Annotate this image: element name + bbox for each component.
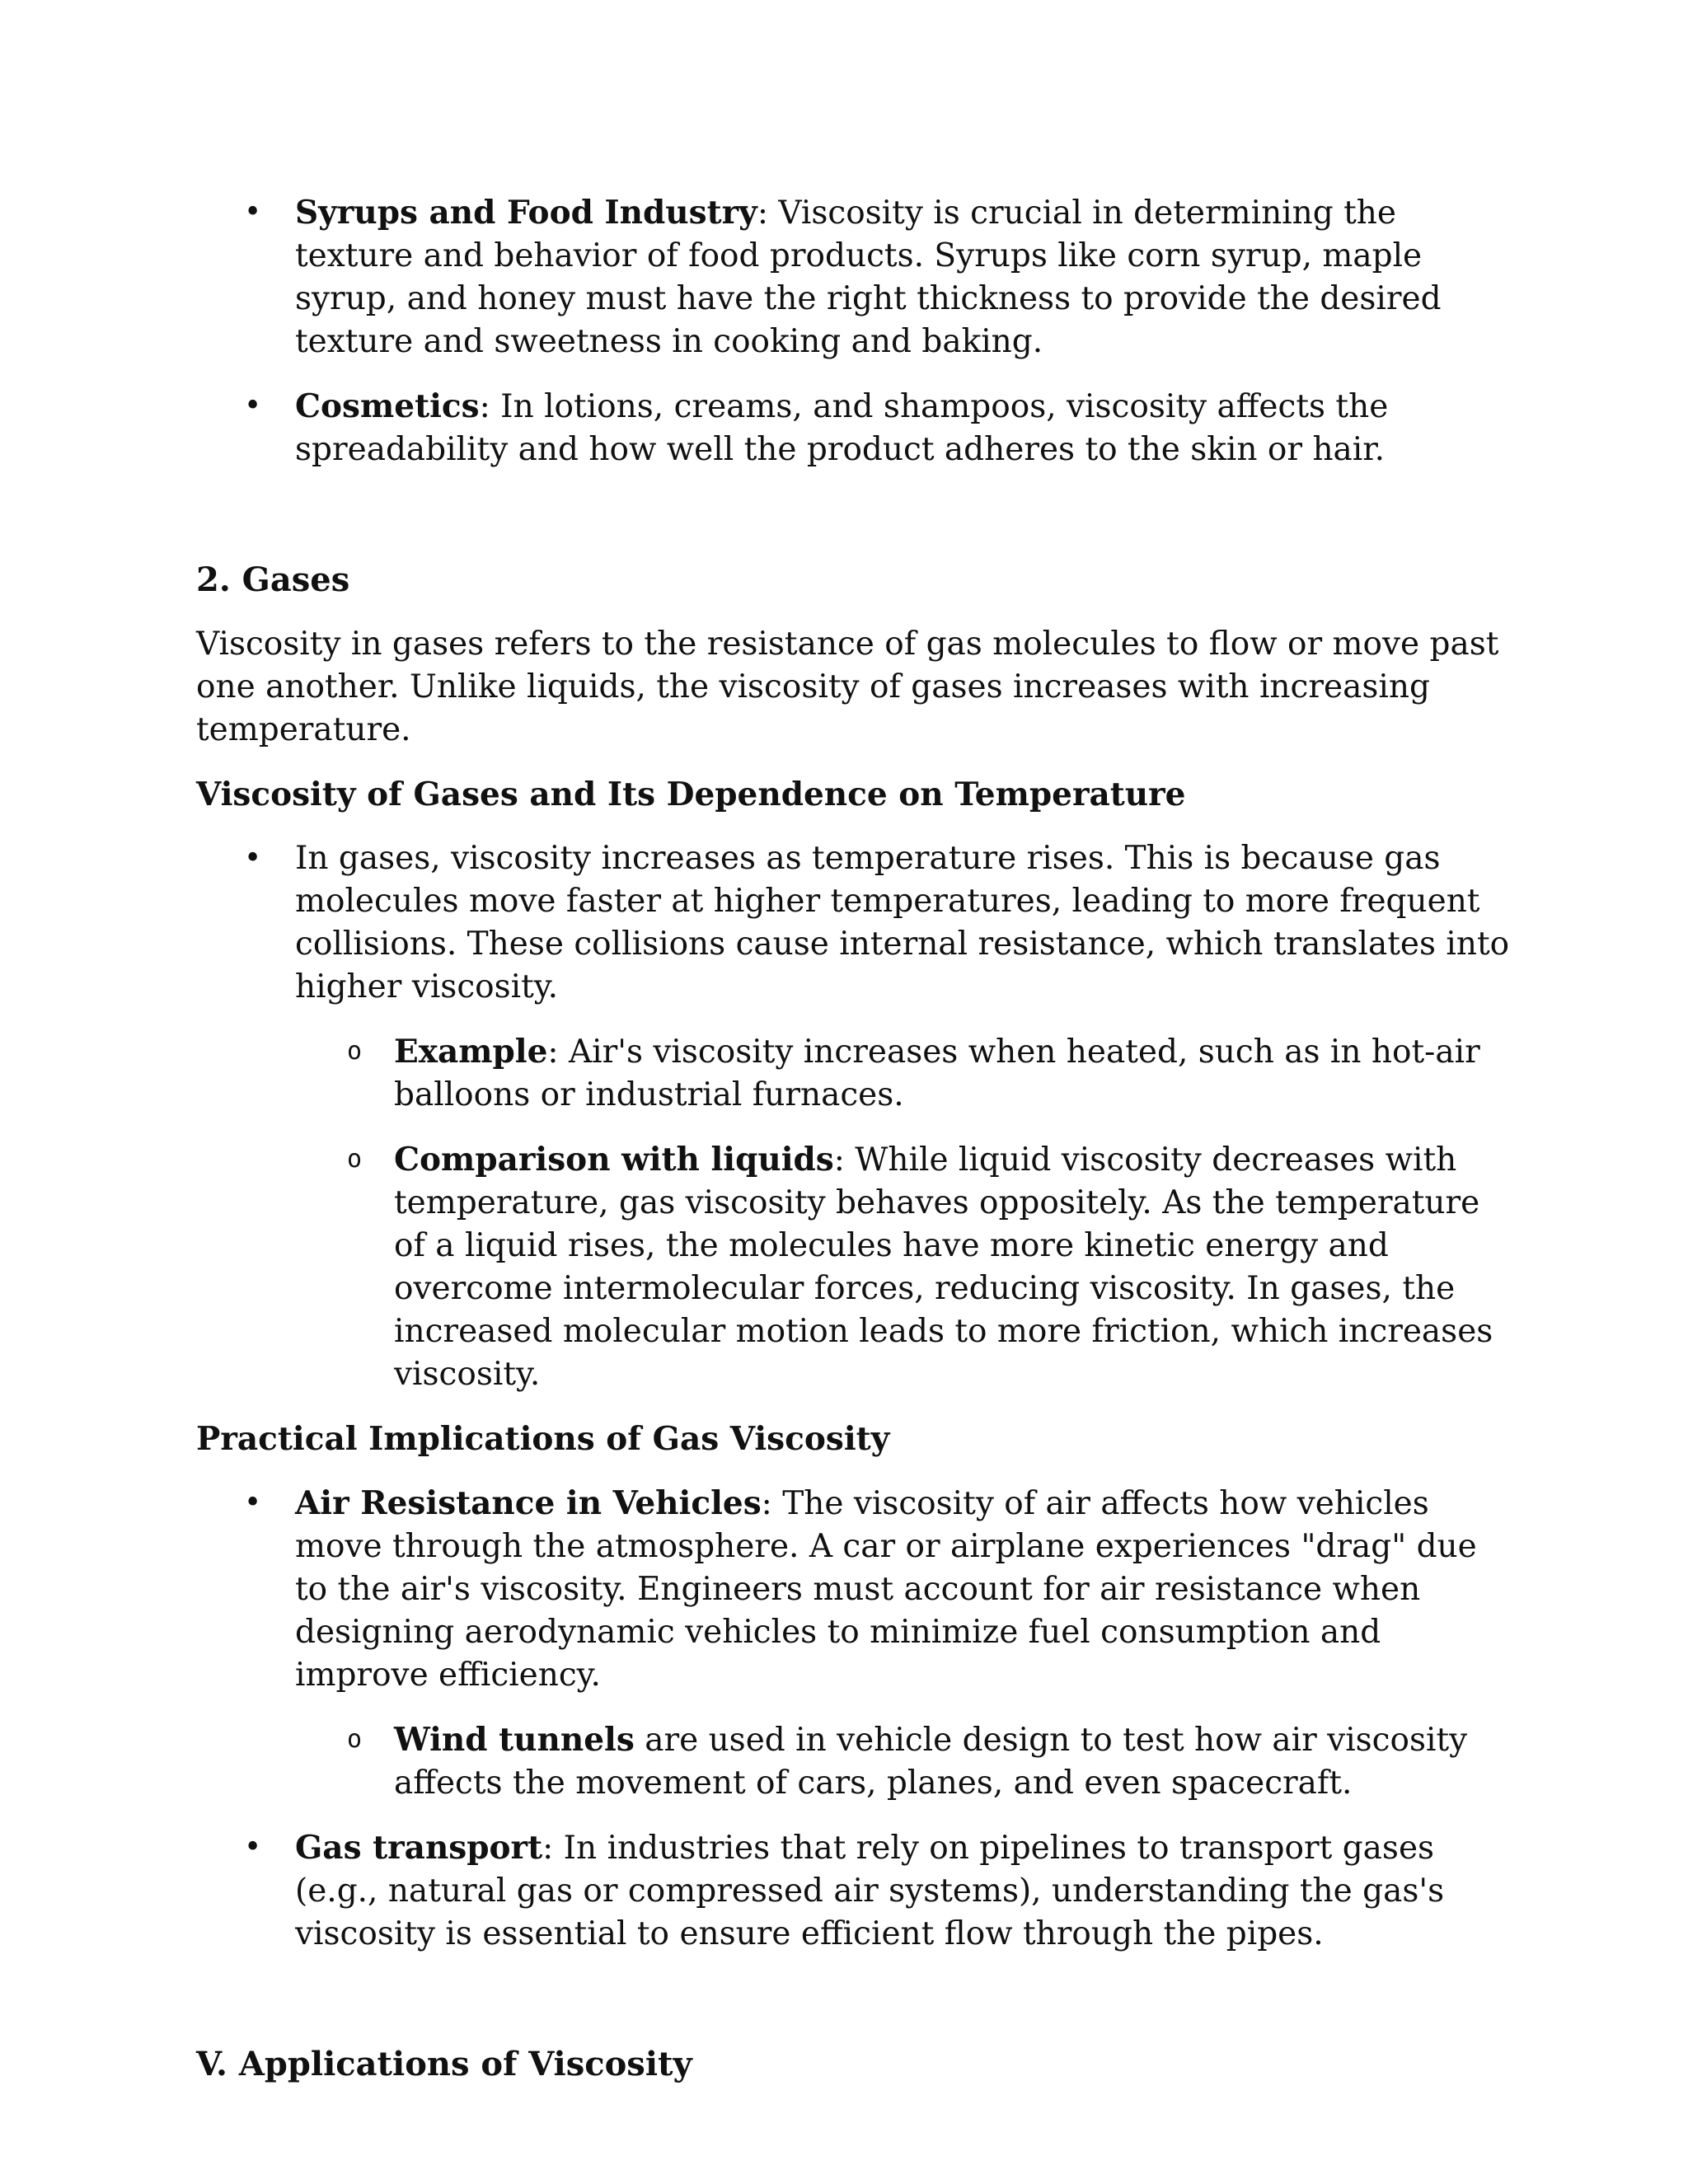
temperature-bullet-list (196, 837, 1515, 1396)
practical-bullet-list (196, 1482, 1515, 1956)
list-item-syrups (196, 191, 1515, 363)
text-wind-tunnels: are used in vehicle design to test how air viscosity affects the movement of cars, planes, and even spacecraft. (394, 1722, 1468, 1802)
sub-bullet-marker: o (347, 1145, 363, 1174)
intro-bullet-list (196, 191, 1515, 471)
list-item-air-resistance (196, 1482, 1515, 1805)
text-temperature: In gases, viscosity increases as temperature rises. This is because gas molecules move faster at higher temperatures, leading to more frequent collisions. These collisions cause internal resistance, which translates into higher viscosity. (295, 840, 1510, 1005)
bullet-marker: • (244, 389, 262, 423)
term-cosmetics: Cosmetics (295, 387, 480, 425)
subheading-practical: Practical Implications of Gas Viscosity (196, 1420, 890, 1458)
term-syrups: Syrups and Food Industry (295, 194, 757, 232)
gases-intro-paragraph: Viscosity in gases refers to the resistance of gas molecules to flow or move past one another. Unlike liquids, the viscosity of gases increases with increasing temperature. (196, 626, 1499, 748)
bullet-marker: • (244, 841, 262, 875)
list-item-temperature (196, 837, 1515, 1396)
sub-bullet-marker: o (347, 1037, 363, 1066)
text-air-resistance: : The viscosity of air affects how vehicles move through the atmosphere. A car or airplane experiences "drag" due to the air's viscosity. Engineers must account for air resistance when designing aerodynamic vehicles to minimize fuel consumption and improve efficiency. (295, 1485, 1477, 1694)
section-heading-gases: 2. Gases (196, 560, 350, 599)
text-cosmetics: : In lotions, creams, and shampoos, viscosity affects the spreadability and how well the product adheres to the skin or hair. (295, 388, 1389, 468)
text-syrups: : Viscosity is crucial in determining the texture and behavior of food products. Syrups like corn syrup, maple syrup, and honey must have the right thickness to provide the desired texture and sweetness in cooking and baking. (295, 194, 1442, 360)
section-heading-applications: V. Applications of Viscosity (196, 2045, 692, 2083)
sub-item-comparison (196, 1138, 1515, 1396)
list-item-gas-transport (196, 1826, 1515, 1956)
text-comparison: : While liquid viscosity decreases with temperature, gas viscosity behaves oppositely. As the temperature of a liquid rises, the molecules have more kinetic energy and overcome intermolecular forces, reducing viscosity. In gases, the increased molecular motion leads to more friction, which increases viscosity. (394, 1141, 1493, 1393)
sub-bullet-marker: o (347, 1725, 363, 1754)
temperature-sub-list (295, 1030, 1515, 1396)
bullet-marker: • (244, 195, 262, 229)
subheading-temperature: Viscosity of Gases and Its Dependence on Temperature (196, 776, 1186, 813)
sub-item-wind-tunnels (196, 1718, 1515, 1805)
document-page (196, 191, 1515, 2086)
text-gas-transport: : In industries that rely on pipelines to transport gases (e.g., natural gas or compressed air systems), understanding the gas's viscosity is essential to ensure efficient flow through the pipes. (295, 1830, 1445, 1952)
bullet-marker: • (244, 1486, 262, 1520)
bullet-marker: • (244, 1830, 262, 1864)
term-wind-tunnels: Wind tunnels (394, 1721, 635, 1759)
term-air-resistance: Air Resistance in Vehicles (295, 1484, 762, 1522)
sub-item-example (196, 1030, 1515, 1117)
air-sub-list (295, 1718, 1515, 1805)
text-example: : Air's viscosity increases when heated, such as in hot-air balloons or industrial furnaces. (394, 1033, 1480, 1113)
term-gas-transport: Gas transport (295, 1829, 543, 1867)
term-example: Example (394, 1033, 548, 1071)
list-item-cosmetics (196, 385, 1515, 471)
term-comparison: Comparison with liquids (394, 1141, 834, 1179)
